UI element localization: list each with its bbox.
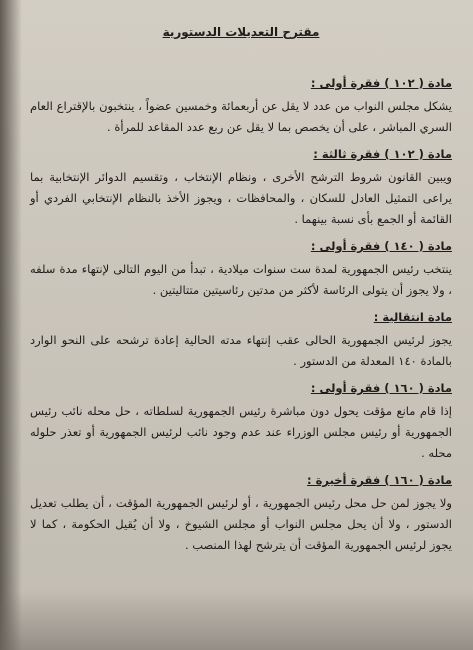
article-text: ينتخب رئيس الجمهورية لمدة ست سنوات ميلادية ، تبدأ من اليوم التالى لإنتهاء مدة سلفه ، ولا يجوز أن يتولى الرئاسة لأكثر من مدتين رئاسيتين متتاليتين . bbox=[30, 262, 452, 297]
article-heading: مادة ( ١٦٠ ) فقرة أخيرة : bbox=[307, 473, 452, 487]
article-text: إذا قام مانع مؤقت يحول دون مباشرة رئيس الجمهورية لسلطاته ، حل محله نائب رئيس الجمهورية أو رئيس مجلس الوزراء عند عدم وجود نائب لرئيس الجمهورية أو تعذر حلوله محله . bbox=[30, 404, 452, 460]
page-bottom-shadow bbox=[0, 590, 473, 650]
article-102-para-3 bbox=[30, 144, 452, 230]
page-edge-shadow bbox=[0, 0, 22, 650]
article-102-para-1 bbox=[30, 73, 452, 138]
article-160-last-para bbox=[30, 470, 452, 556]
article-text: يشكل مجلس النواب من عدد لا يقل عن أربعمائة وخمسين عضواً ، ينتخبون بالإقتراع العام السري المباشر ، على أن يخصص بما لا يقل عن ربع عدد المقاعد للمرأة . bbox=[30, 99, 452, 134]
article-160-para-1 bbox=[30, 378, 452, 464]
article-heading: مادة ( ١٠٢ ) فقرة ثالثة : bbox=[313, 147, 452, 161]
document-title: مقترح التعديلات الدستورية bbox=[162, 25, 320, 39]
document-content bbox=[30, 22, 452, 560]
transitional-article bbox=[30, 307, 452, 372]
article-heading: مادة انتقالية : bbox=[373, 310, 452, 324]
article-text: يجوز لرئيس الجمهورية الحالى عقب إنتهاء مدته الحالية إعادة ترشحه على النحو الوارد بالمادة ١٤٠ المعدلة من الدستور . bbox=[30, 333, 452, 368]
article-heading: مادة ( ١٠٢ ) فقرة أولى : bbox=[310, 76, 452, 90]
article-140-para-1 bbox=[30, 236, 452, 301]
article-heading: مادة ( ١٤٠ ) فقرة أولى : bbox=[310, 239, 452, 253]
article-text: ويبين القانون شروط الترشح الأخرى ، ونظام الإنتخاب ، وتقسيم الدوائر الإنتخابية بما يراعى التمثيل العادل للسكان ، والمحافظات ، ويجوز الأخذ بالنظام الإنتخابي الفردي أو القائمة أو الجمع بأى نسبة بينهما . bbox=[30, 170, 452, 226]
article-heading: مادة ( ١٦٠ ) فقرة أولى : bbox=[310, 381, 452, 395]
article-text: ولا يجوز لمن حل محل رئيس الجمهورية ، أو لرئيس الجمهورية المؤقت ، أن يطلب تعديل الدستور ، ولا أن يحل مجلس النواب أو مجلس الشيوخ ، ولا أن يُقيل الحكومة ، كما لا يجوز لرئيس الجمهورية المؤقت أن يترشح لهذا المنصب . bbox=[30, 496, 452, 552]
